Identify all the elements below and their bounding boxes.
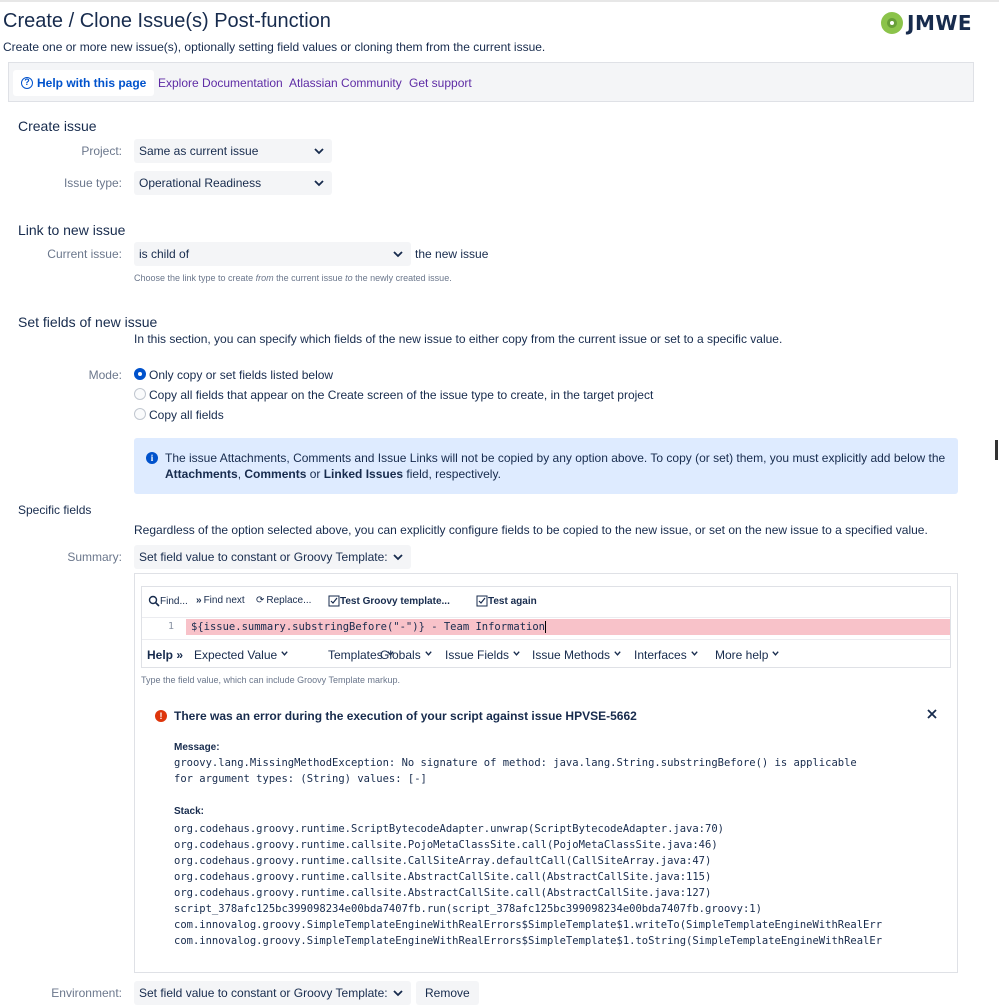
- chevron-down-icon: [312, 144, 326, 158]
- stack-line: script_378afc125bc399098234e00bda7407fb.run(script_378afc125bc399098234e00bda7407fb.groovy:1): [174, 903, 762, 915]
- create-issue-heading: Create issue: [18, 118, 97, 134]
- stack-trace: [174, 821, 922, 949]
- issue-methods-menu[interactable]: Issue Methods: [532, 648, 622, 662]
- error-message-line: for argument types: (String) values: [-]: [174, 773, 427, 785]
- question-circle-icon: ?: [21, 77, 33, 89]
- logo-text: JMWE: [907, 11, 973, 35]
- summary-mode-select[interactable]: [134, 545, 411, 569]
- help-with-page-tab[interactable]: [13, 70, 154, 96]
- stack-line: org.codehaus.groovy.runtime.callsite.AbstractCallSite.call(AbstractCallSite.java:127): [174, 887, 712, 899]
- info-text-2: Attachments, Comments or Linked Issues field, respectively.: [165, 467, 501, 481]
- line-number: 1: [168, 621, 175, 632]
- stack-line: org.codehaus.groovy.runtime.ScriptBytecodeAdapter.unwrap(ScriptBytecodeAdapter.java:70): [174, 823, 724, 835]
- link-heading: Link to new issue: [18, 222, 126, 238]
- environment-mode-value: Set field value to constant or Groovy Template:: [139, 986, 388, 1000]
- chevron-down-icon: [424, 649, 433, 658]
- summary-label: Summary:: [67, 550, 122, 564]
- link-suffix: the new issue: [415, 247, 489, 261]
- stack-line: org.codehaus.groovy.runtime.callsite.AbstractCallSite.call(AbstractCallSite.java:115): [174, 871, 712, 883]
- remove-button[interactable]: Remove: [416, 981, 479, 1005]
- chevron-down-icon: [512, 649, 521, 658]
- link-type-select[interactable]: [134, 242, 411, 266]
- issue-type-select[interactable]: [134, 171, 332, 195]
- get-support-link[interactable]: Get support: [409, 76, 472, 90]
- help-menu[interactable]: Help »: [147, 648, 184, 662]
- test-template-icon: [328, 595, 340, 607]
- mode-option-label: Copy all fields: [149, 408, 224, 422]
- help-with-page-label: Help with this page: [37, 76, 147, 90]
- mode-option-label: Only copy or set fields listed below: [149, 368, 334, 382]
- mode-label: Mode:: [88, 368, 122, 382]
- chevron-down-icon: [391, 986, 405, 1000]
- replace-button[interactable]: ⟳ Replace...: [256, 595, 312, 606]
- chevron-down-icon: [391, 247, 405, 261]
- chevron-down-icon: [613, 649, 622, 658]
- link-hint: Choose the link type to create from the current issue to the newly created issue.: [134, 273, 452, 283]
- scrollbar[interactable]: [995, 440, 998, 460]
- issue-type-label: Issue type:: [63, 176, 122, 190]
- test-groovy-template-button[interactable]: Test Groovy template...: [328, 595, 450, 607]
- atlassian-community-link[interactable]: Atlassian Community: [289, 76, 402, 90]
- chevron-down-icon: [312, 176, 326, 190]
- search-icon: [148, 595, 160, 607]
- error-title: There was an error during the execution of your script against issue HPVSE-5662: [174, 709, 637, 723]
- script-error-message: [149, 702, 955, 947]
- test-again-button[interactable]: Test again: [476, 595, 537, 607]
- project-select[interactable]: [134, 139, 332, 163]
- set-fields-heading: Set fields of new issue: [18, 314, 158, 330]
- double-chevron-right-icon: »: [176, 648, 184, 662]
- explore-documentation-link[interactable]: Explore Documentation: [158, 76, 283, 90]
- more-help-menu[interactable]: More help: [715, 648, 780, 662]
- editor-help-row: [142, 639, 950, 667]
- expected-value-menu[interactable]: Expected Value: [194, 648, 289, 662]
- mode-radio-only-listed[interactable]: [134, 368, 146, 380]
- project-value: Same as current issue: [139, 144, 259, 158]
- mode-radio-create-screen[interactable]: [134, 388, 146, 400]
- specific-fields-intro: Regardless of the option selected above, you can explicitly configure fields to be copied to the new issue, or set on the new issue to a specified value.: [134, 523, 928, 537]
- info-text: The issue Attachments, Comments and Issue Links will not be copied by any option above. To copy (or set) them, you must explicitly add below the: [165, 451, 946, 465]
- page-title: Create / Clone Issue(s) Post-function: [3, 10, 331, 32]
- stack-line: com.innovalog.groovy.SimpleTemplateEngineWithRealErrors$SimpleTemplate$1.writeTo(SimpleTemplateEngineWithRealErr: [174, 919, 883, 931]
- find-next-button[interactable]: » Find next: [196, 595, 245, 606]
- error-message-line: groovy.lang.MissingMethodException: No signature of method: java.lang.String.substringBefore() is applicable: [174, 757, 857, 769]
- info-icon: i: [146, 452, 158, 464]
- editor-hint: Type the field value, which can include Groovy Template markup.: [141, 675, 400, 685]
- jmwe-logo: [881, 11, 972, 35]
- project-label: Project:: [81, 144, 122, 158]
- chevron-down-icon: [280, 649, 289, 658]
- jmwe-logo-icon: [881, 12, 903, 34]
- globals-menu[interactable]: Globals: [380, 648, 433, 662]
- message-label: Message:: [174, 742, 220, 753]
- templates-menu[interactable]: Templates: [328, 648, 395, 662]
- code-text[interactable]: ${issue.summary.substringBefore("-")} - Team Information: [191, 621, 546, 633]
- specific-fields-heading: Specific fields: [18, 503, 92, 517]
- issue-fields-menu[interactable]: Issue Fields: [445, 648, 521, 662]
- issue-type-value: Operational Readiness: [139, 176, 262, 190]
- chevron-down-icon: [391, 550, 405, 564]
- summary-editor-panel: [134, 573, 958, 973]
- info-message: [134, 438, 958, 494]
- summary-mode-value: Set field value to constant or Groovy Template:: [139, 550, 388, 564]
- code-line[interactable]: [142, 617, 950, 635]
- chevron-down-icon: [690, 649, 699, 658]
- error-icon: !: [155, 710, 167, 722]
- page-subtitle: Create one or more new issue(s), optionally setting field values or cloning them from the current issue.: [3, 40, 546, 54]
- stack-line: com.innovalog.groovy.SimpleTemplateEngineWithRealErrors$SimpleTemplate$1.toString(SimpleTemplateEngineWithRealEr: [174, 935, 883, 947]
- find-button[interactable]: Find...: [148, 595, 188, 607]
- help-bar: [8, 62, 974, 102]
- stack-line: org.codehaus.groovy.runtime.callsite.PojoMetaClassSite.call(PojoMetaClassSite.java:46): [174, 839, 718, 851]
- chevron-down-icon: [771, 649, 780, 658]
- set-fields-intro: In this section, you can specify which fields of the new issue to either copy from the current issue or set to a specific value.: [134, 332, 783, 346]
- environment-label: Environment:: [51, 986, 122, 1000]
- replace-icon: ⟳: [256, 595, 265, 606]
- stack-line: org.codehaus.groovy.runtime.callsite.CallSiteArray.defaultCall(CallSiteArray.java:47): [174, 855, 712, 867]
- environment-mode-select[interactable]: [134, 981, 411, 1005]
- link-type-value: is child of: [139, 247, 190, 261]
- stack-label: Stack:: [174, 806, 205, 817]
- current-issue-label: Current issue:: [47, 247, 122, 261]
- code-editor: [141, 586, 951, 668]
- close-icon[interactable]: [925, 707, 939, 721]
- mode-radio-all-fields[interactable]: [134, 408, 146, 420]
- double-chevron-right-icon: »: [196, 595, 202, 606]
- top-divider: [0, 0, 999, 2]
- mode-option-label: Copy all fields that appear on the Create screen of the issue type to create, in the target project: [149, 388, 654, 402]
- test-template-icon: [476, 595, 488, 607]
- interfaces-menu[interactable]: Interfaces: [634, 648, 699, 662]
